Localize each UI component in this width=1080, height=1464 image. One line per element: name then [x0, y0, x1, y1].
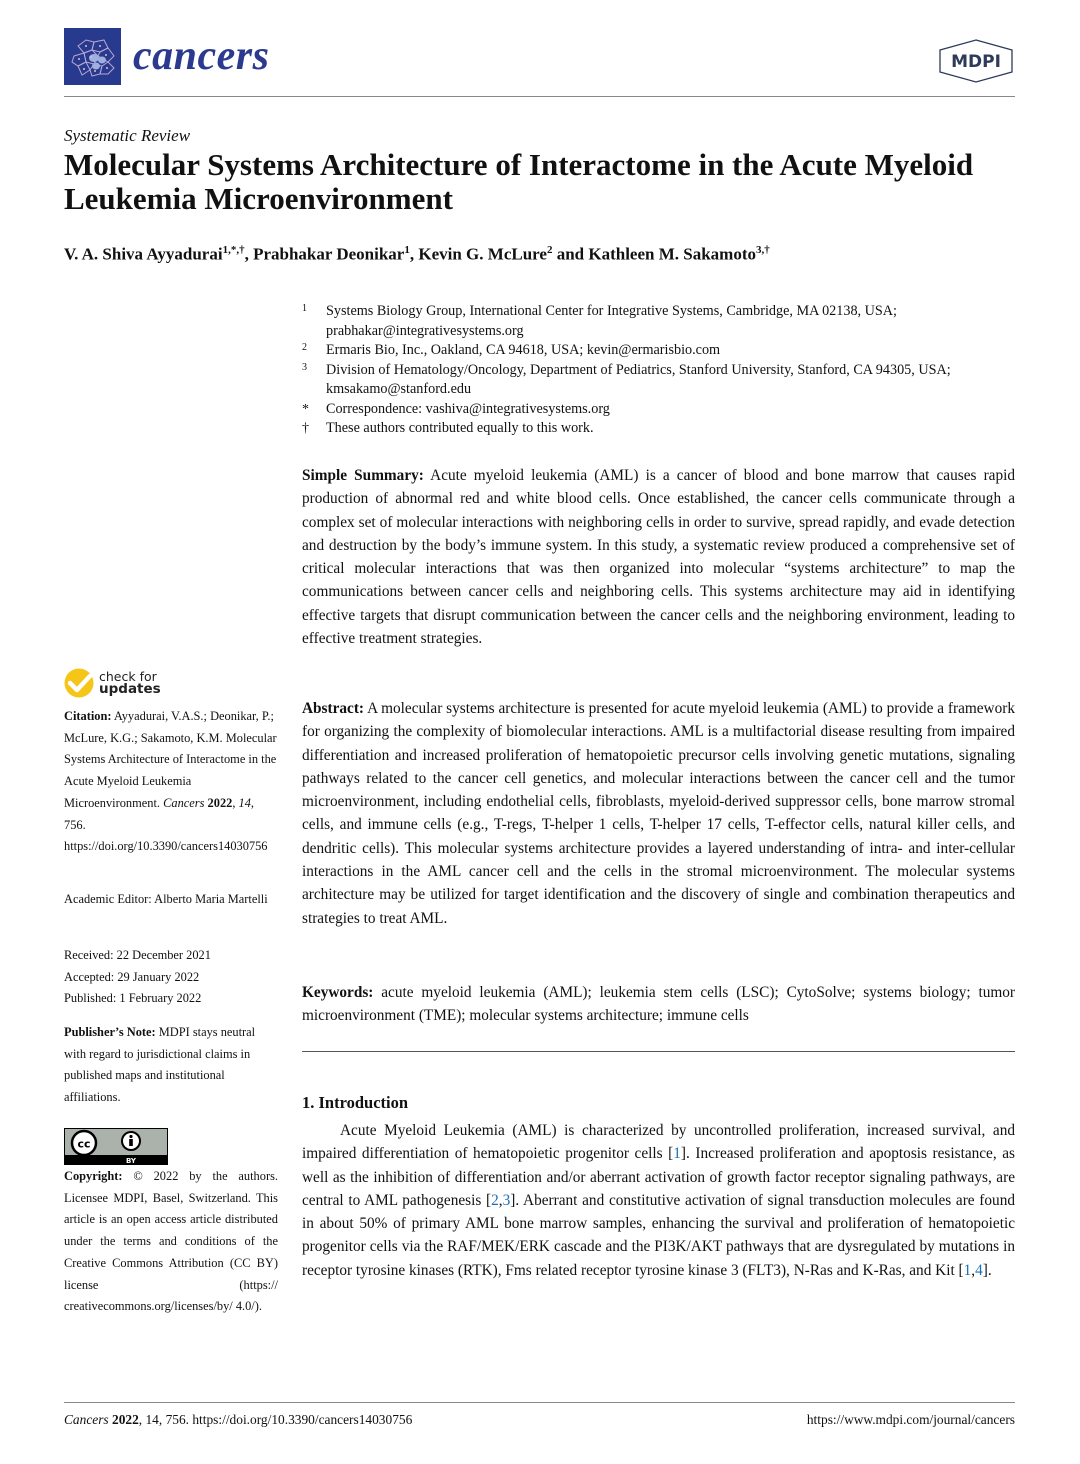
- header-divider: [64, 96, 1015, 97]
- text-segment: Acute Myeloid Leukemia (AML) is characterized by uncontrolled proliferation, increased survival, and impaired differentiation of hematopoietic progenitor cells [: [302, 1122, 1015, 1163]
- citation-link[interactable]: 1: [673, 1145, 681, 1163]
- keywords-text: acute myeloid leukemia (AML); leukemia stem cells (LSC); CytoSolve; systems biology; tumor microenvironment (TME); molecular systems architecture; immune cells: [302, 984, 1015, 1025]
- affiliation-marker: 3: [302, 361, 307, 373]
- simple-summary: [302, 464, 1015, 650]
- affiliation-marker: 2: [302, 342, 307, 353]
- author-separator: and: [552, 244, 589, 264]
- citation-journal: Cancers: [163, 795, 205, 810]
- cc-label: cc: [77, 1137, 91, 1151]
- text-segment: ].: [982, 1261, 992, 1279]
- equal-contribution-text: These authors contributed equally to this work.: [326, 420, 594, 436]
- copyright-label: Copyright:: [64, 1169, 123, 1183]
- citation-text: Ayyadurai, V.A.S.; Deonikar, P.; McLure, K.G.; Sakamoto, K.M. Molecular Systems Architecture of Interactome in the Acute Myeloid Leukemia Microenvironment.: [64, 709, 277, 810]
- publisher-note: [64, 1022, 278, 1109]
- simple-summary-label: Simple Summary:: [302, 467, 424, 484]
- affiliation-item: [302, 302, 1022, 341]
- keywords-label: Keywords:: [302, 984, 374, 1001]
- citation-link[interactable]: 1: [963, 1261, 972, 1279]
- keywords: [302, 981, 1015, 1028]
- check-for-updates-text: [99, 670, 161, 696]
- author-name: Kevin G. McLure: [418, 244, 547, 264]
- publisher-note-text: MDPI stays neutral with regard to jurisdictional claims in published maps and institutional affiliations.: [64, 1025, 256, 1105]
- check-for-updates-button[interactable]: [64, 668, 161, 698]
- citation-link[interactable]: 2: [491, 1191, 499, 1209]
- published-date: Published: 1 February 2022: [64, 991, 202, 1006]
- author-name: Kathleen M. Sakamoto: [588, 244, 757, 264]
- checkmark-icon: [64, 668, 94, 698]
- author-name: Prabhakar Deonikar: [253, 244, 405, 264]
- citation-label: Citation:: [64, 709, 112, 723]
- equal-contribution-item: [302, 419, 1022, 439]
- abstract: [302, 697, 1015, 930]
- affiliation-text: Division of Hematology/Oncology, Department of Pediatrics, Stanford University, Stanford, CA 94305, USA; kmsakamo@stanford.edu: [326, 361, 951, 397]
- abstract-text: A molecular systems architecture is presented for acute myeloid leukemia (AML) to provide a framework for organizing the complexity of biomolecular interactions. AML is a multifactorial disease resulting from impaired differentiation and increased proliferation of hematopoietic precursor cells involving genetic mutations, signaling pathways related to the cancer cell genetics, and molecular interactions between the cancer cell and the tumor microenvironment, including endothelial cells, fibroblasts, myeloid-derived suppressor cells, bone marrow stromal cells, and immune cells (e.g., T-regs, T-helper 1 cells, T-helper 17 cells, T-effector cells, natural killer cells, and dendritic cells). This molecular systems architecture provides a layered understanding of intra- and inter-cellular interactions in the AML cancer cell and the cells in the stromal microenvironment. The molecular systems architecture may be utilized for target identification and the discovery of single and combination therapeutics and strategies to treat AML.: [302, 700, 1015, 927]
- affiliation-text: Systems Biology Group, International Center for Integrative Systems, Cambridge, MA 02138, USA; prabhakar@integrativesystems.org: [326, 303, 897, 339]
- author-affiliation-marker: 1,*,†: [222, 244, 245, 256]
- affiliation-item: [302, 361, 1022, 400]
- author-name: V. A. Shiva Ayyadurai: [64, 244, 223, 264]
- check-for-label: check for: [99, 669, 157, 684]
- text-segment: ,: [498, 1191, 503, 1209]
- journal-logo[interactable]: [64, 28, 121, 85]
- citation-link[interactable]: 3: [502, 1191, 511, 1209]
- citation-volume: 14: [238, 795, 251, 810]
- received-date: Received: 22 December 2021: [64, 948, 211, 962]
- affiliation-item: [302, 341, 1022, 361]
- author-affiliation-marker: 3,†: [756, 244, 770, 256]
- author-list: [64, 240, 770, 265]
- simple-summary-text: Acute myeloid leukemia (AML) is a cancer of blood and bone marrow that causes rapid production of abnormal red and white blood cells. Once established, the cancer cells communicate through a complex set of molecular interactions with neighboring cells in order to survive, spread rapidly, and evade detection and destruction by the body’s immune system. In this study, a systematic review produced a comprehensive set of critical molecular interactions that was then organized into molecular “systems architecture” to map the communications between cancer cells and neighboring cells. This systems architecture may aid in identifying effective targets that disrupt communication between the cancer cells and the neighboring environment, leading to effective treatment strategies.: [302, 467, 1015, 648]
- mdpi-logo[interactable]: [936, 38, 1016, 84]
- mdpi-hexagon-icon: [936, 38, 1016, 84]
- text-segment: ,: [971, 1261, 976, 1279]
- copyright-text: © 2022 by the authors. Licensee MDPI, Basel, Switzerland. This article is an open access article distributed under the terms and conditions of the Creative Commons Attribution (CC BY) license (https:// creativecommons.org/licenses/by/ 4.0/).: [64, 1169, 278, 1314]
- section-heading-introduction: 1. Introduction: [302, 1093, 409, 1112]
- author-separator: ,: [409, 244, 419, 264]
- abstract-label: Abstract:: [302, 700, 365, 717]
- cc-by-license-badge[interactable]: [64, 1128, 168, 1165]
- affiliation-marker: 1: [302, 303, 307, 314]
- footer-divider: [64, 1402, 1015, 1403]
- affiliations: [302, 302, 1022, 439]
- by-label: BY: [125, 1157, 137, 1165]
- text-segment: ]. Aberrant and constitutive activation of signal transduction molecules are found in about 50% of primary AML bone marrow samples, enhancing the survival and proliferation of hematopoietic progenitor cells via the RAF/MEK/ERK cascade and the PI3K/AKT pathways that are dysregulated by mutations in receptor tyrosine kinases (RTK), Fms related receptor tyrosine kinase 3 (FLT3), N-Ras and K-Ras, and Kit [: [302, 1191, 1015, 1279]
- author-affiliation-marker: 2: [546, 244, 553, 256]
- section-divider: [302, 1051, 1015, 1052]
- journal-name[interactable]: cancers: [133, 33, 270, 79]
- publisher-note-label: Publisher’s Note:: [64, 1025, 156, 1039]
- citation-year: 2022: [207, 795, 233, 810]
- citation-doi[interactable]: 756. https://doi.org/10.3390/cancers14030756: [64, 817, 268, 854]
- citation-link[interactable]: 4: [975, 1261, 983, 1279]
- article-title: Molecular Systems Architecture of Interactome in the Acute Myeloid Leukemia Microenvironment: [64, 147, 974, 216]
- cells-icon: [64, 28, 121, 85]
- text-segment: ]. Increased proliferation and apoptosis resistance, as well as the inhibition of differentiation and/or aberrant activation of growth factor receptor signaling pathways, are central to AML pathogenesis [: [302, 1145, 1015, 1209]
- creative-commons-icon: [64, 1128, 168, 1165]
- author-affiliation-marker: 1: [404, 244, 410, 256]
- correspondence-item: [302, 400, 1022, 420]
- accepted-date: Accepted: 29 January 2022: [64, 969, 200, 984]
- introduction-body: [302, 1119, 1015, 1282]
- academic-editor: Academic Editor: Alberto Maria Martelli: [64, 892, 268, 906]
- article-type: Systematic Review: [64, 126, 191, 145]
- footer-journal: Cancers: [64, 1412, 109, 1427]
- correspondence-text: Correspondence: vashiva@integrativesystems.org: [326, 400, 610, 417]
- affiliation-text: Ermaris Bio, Inc., Oakland, CA 94618, USA; kevin@ermarisbio.com: [326, 342, 721, 358]
- footer-year: 2022: [112, 1412, 139, 1427]
- footer-doi[interactable]: , 14, 756. https://doi.org/10.3390/cancers14030756: [138, 1412, 413, 1427]
- paragraph: [302, 1119, 1015, 1282]
- footer-citation: [64, 1411, 412, 1429]
- updates-label: updates: [99, 681, 161, 697]
- author-separator: ,: [244, 244, 254, 264]
- publication-dates: [64, 945, 278, 1010]
- copyright-notice: [64, 1166, 278, 1318]
- affiliation-marker: †: [302, 421, 309, 436]
- mdpi-logo-text: MDPI: [951, 52, 1001, 72]
- affiliation-marker: *: [302, 401, 309, 417]
- citation-block: Citation: Ayyadurai, V.A.S.; Deonikar, P.; McLure, K.G.; Sakamoto, K.M. Molecular Systems Architecture of Interactome in the Acute Myeloid Leukemia Microenvironment. Cancers 2022, 14, 756. https://doi.org/10.3390/cancers14030756: [64, 709, 277, 854]
- footer-journal-url[interactable]: https://www.mdpi.com/journal/cancers: [806, 1412, 1015, 1427]
